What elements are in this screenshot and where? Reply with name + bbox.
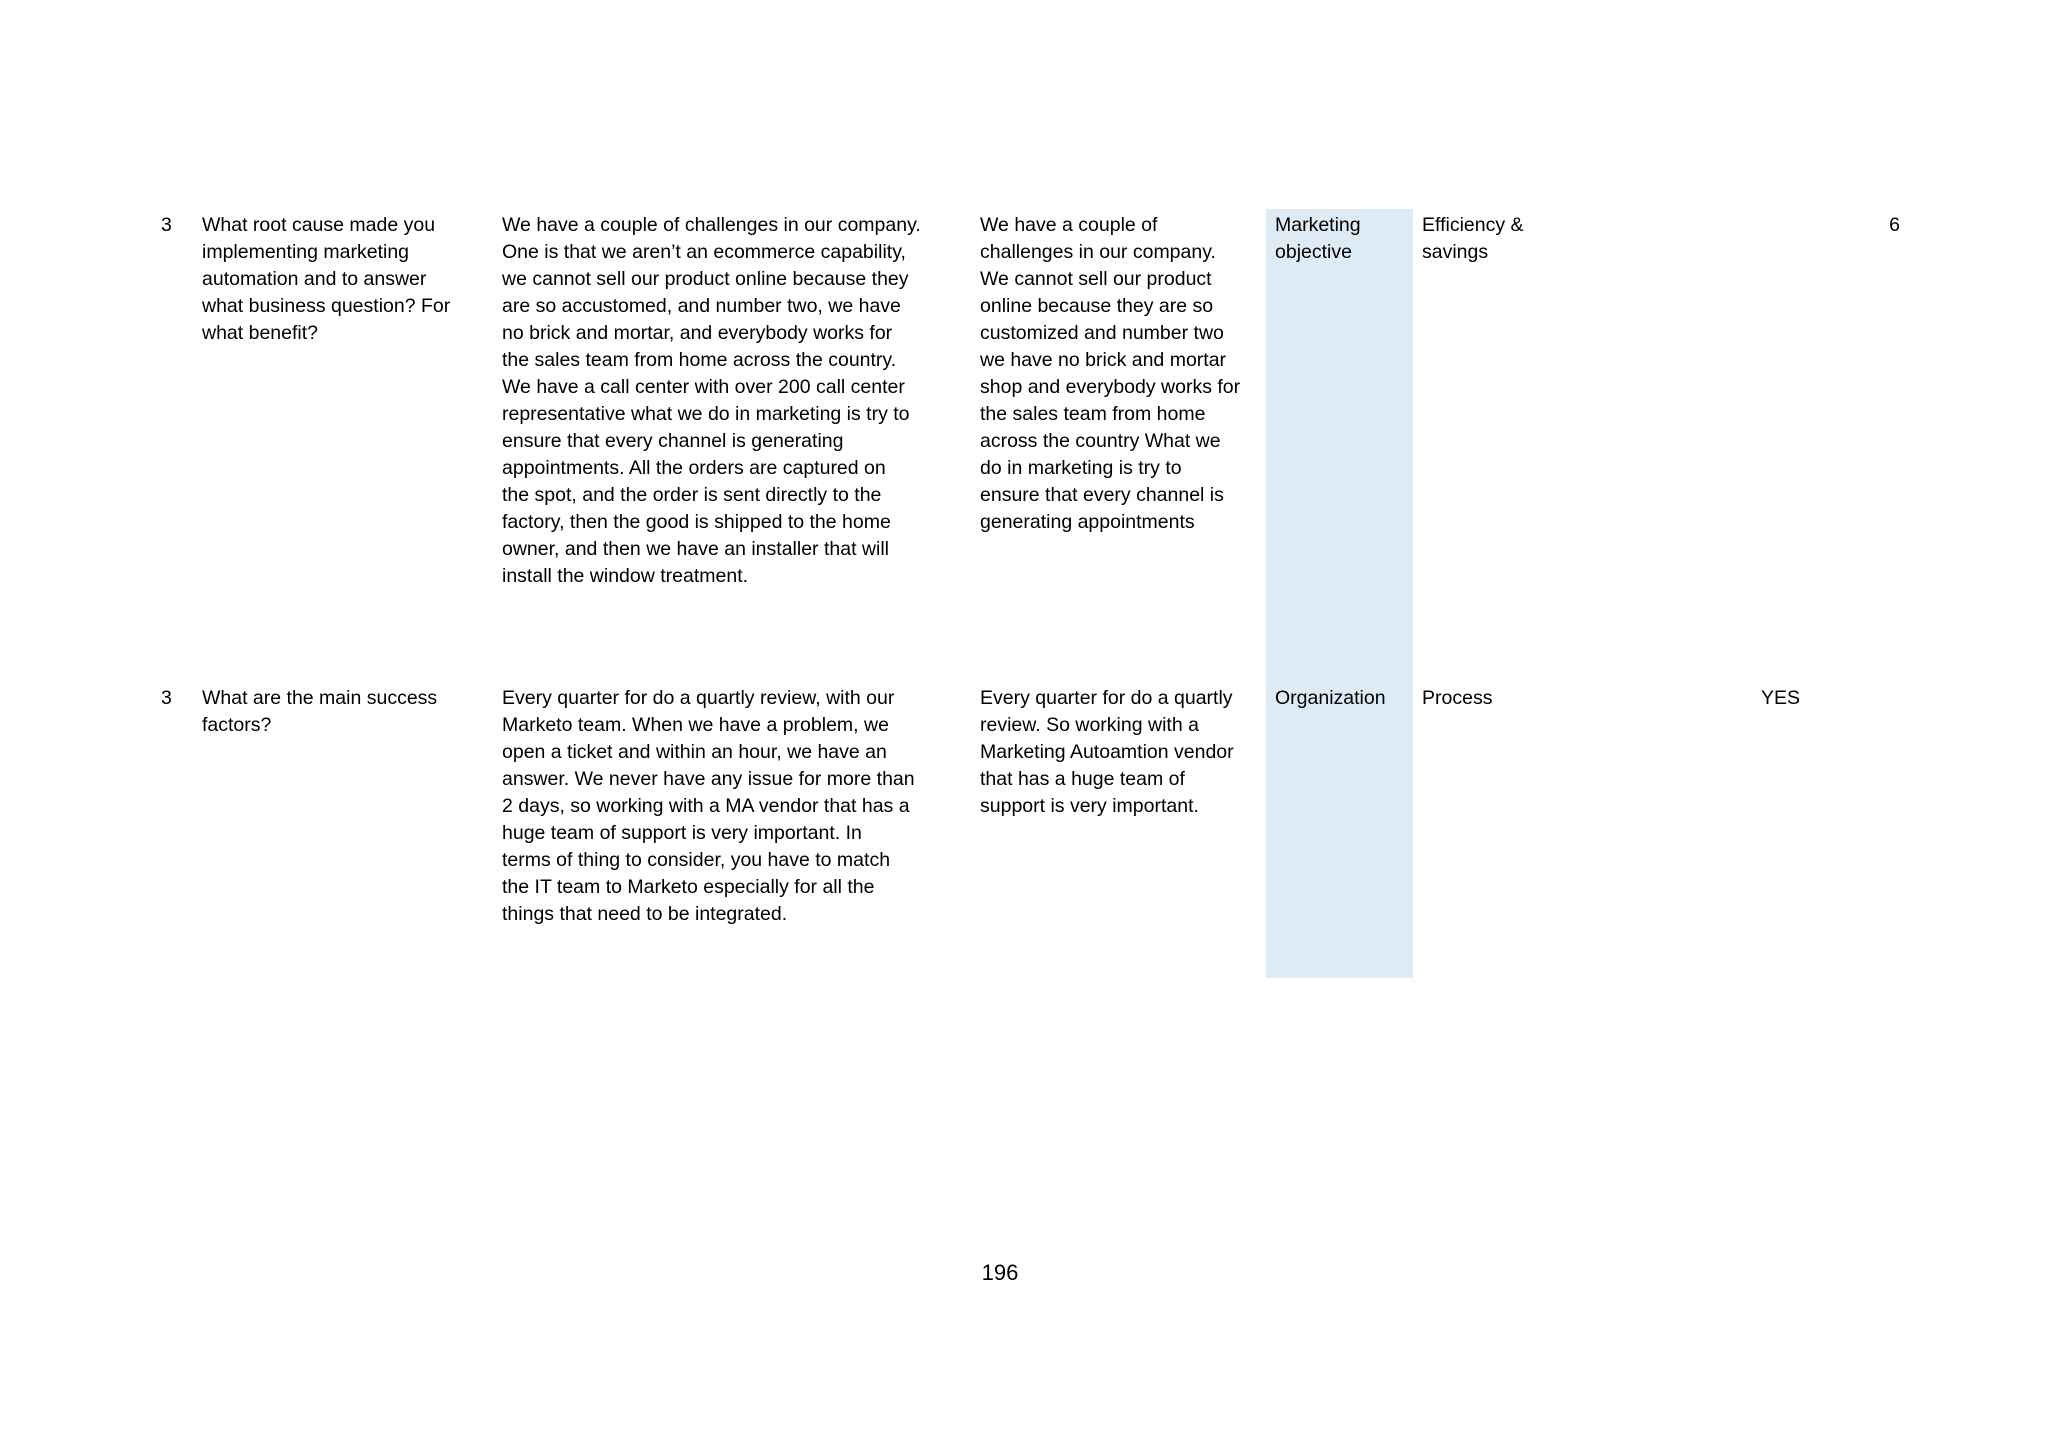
subcategory-text: Efficiency & savings [1422,214,1524,263]
score-text: 6 [1889,214,1900,236]
page-number: 196 [981,1260,1019,1285]
answer-text: Every quarter for do a quartly review, with our Marketo team. When we have a problem, we open a ticket and within an hour, we have an answer. We never have any issue for more than 2 days, so working with a MA vendor that has a huge team of support is very important. In terms of thing to consider, you have to match the IT team to Marketo especially for all the things that need to be integrated. [502,687,915,925]
question-text: What are the main success factors? [202,687,438,736]
flag-text: YES [1761,687,1801,709]
row-number: 3 [161,214,172,236]
subcategory-text: Process [1422,687,1493,709]
category-text: Organization [1275,687,1386,709]
summary-text: We have a couple of challenges in our company. We cannot sell our product online because they are so customized and number two we have no brick and mortar shop and everybody works for the sales team from home across the country What we do in marketing is try to ensure that every channel is generating appointments [980,214,1241,533]
summary-text: Every quarter for do a quartly review. So working with a Marketing Autoamtion vendor that has a huge team of support is very important. [980,687,1234,817]
question-text: What root cause made you implementing marketing automation and to answer what business question? For what benefit? [202,214,451,344]
answer-text: We have a couple of challenges in our company. One is that we aren’t an ecommerce capability, we cannot sell our product online because they are so accustomed, and number two, we have no brick and mortar, and everybody works for the sales team from home across the country. We have a call center with over 200 call center representative what we do in marketing is try to ensure that every channel is generating appointments. All the orders are captured on the spot, and the order is sent directly to the factory, then the good is shipped to the home owner, and then we have an installer that will install the window treatment. [502,214,921,587]
category-column-highlight [1266,209,1413,978]
category-text: Marketing objective [1275,214,1361,263]
row-number: 3 [161,687,172,709]
